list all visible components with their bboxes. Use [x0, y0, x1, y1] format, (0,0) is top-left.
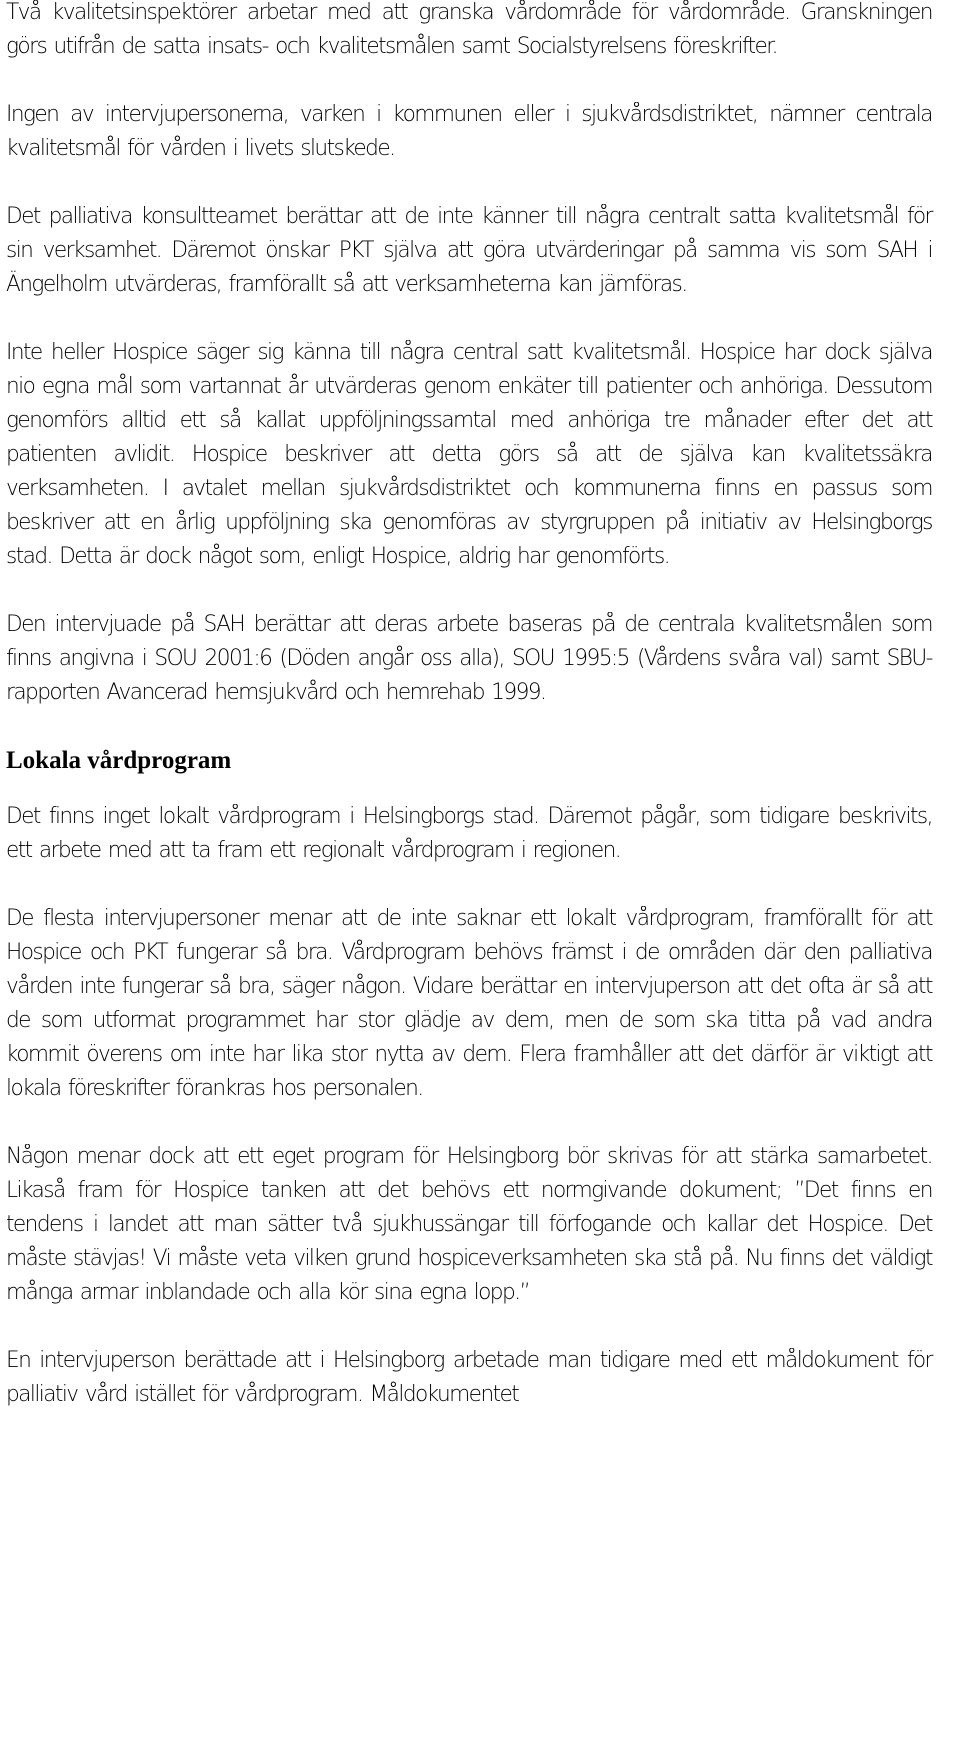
paragraph-quality-inspectors: Två kvalitetsinspektörer arbetar med att granska vårdområde för vårdområde. Granskningen görs utifrån de satta insats- och kvalitetsmålen samt Socialstyrelsens föreskrifter.: [6, 0, 932, 59]
section-heading-local-care-programs: Lokala vårdprogram: [6, 747, 232, 774]
paragraph-palliative-team: Det palliativa konsultteamet berättar att de inte känner till några centralt satta kvalitetsmål för sin verksamhet. Däremot önskar PKT själva att göra utvärderingar på samma vis som SAH i Ängelholm utvärderas, framförallt så att verksamheterna kan jämföras.: [6, 204, 932, 297]
paragraph-most-interviewees: De flesta intervjupersoner menar att de inte saknar ett lokalt vårdprogram, framförallt för att Hospice och PKT fungerar så bra. Vårdprogram behövs främst i de områden där den palliativa vården inte fungerar så bra, säger någon. Vidare berättar en intervjuperson att det ofta är så att de som utformat programmet har stor glädje av dem, men de som ska titta på vad andra kommit överens om inte har lika stor nytta av dem. Flera framhåller att det därför är viktigt att lokala föreskrifter förankras hos personalen.: [6, 906, 932, 1101]
paragraph-hospice: Inte heller Hospice säger sig känna till några central satt kvalitetsmål. Hospice har dock själva nio egna mål som vartannat år utvärderas genom enkäter till patienter och anhöriga. Dessutom genomförs alltid ett så kallat uppföljningssamtal med anhöriga tre månader efter det att patienten avlidit. Hospice beskriver att detta görs så att de själva kan kvalitetssäkra verksamheten. I avtalet mellan sjukvårdsdistriktet och kommunerna finns en passus som beskriver att en årlig uppföljning ska genomföras av styrgruppen på initiativ av Helsingborgs stad. Detta är dock något som, enligt Hospice, aldrig har genomförts.: [6, 340, 932, 569]
paragraph-goal-document: En intervjuperson berättade att i Helsingborg arbetade man tidigare med ett måldokument för palliativ vård istället för vårdprogram. Måldokumentet: [6, 1348, 932, 1407]
paragraph-own-program: Någon menar dock att ett eget program för Helsingborg bör skrivas för att stärka samarbetet. Likaså fram för Hospice tanken att det behövs ett normgivande dokument; ”Det finns en tendens i landet att man sätter två sjukhussängar till förfogande och kallar det Hospice. Det måste stävjas! Vi måste veta vilken grund hospiceverksamheten ska stå på. Nu finns det väldigt många armar inblandade och alla kör sina egna lopp.”: [6, 1144, 932, 1305]
paragraph-no-local-program: Det finns inget lokalt vårdprogram i Helsingborgs stad. Däremot pågår, som tidigare beskrivits, ett arbete med att ta fram ett regionalt vårdprogram i regionen.: [6, 804, 932, 863]
paragraph-no-central-goals: Ingen av intervjupersonerna, varken i kommunen eller i sjukvårdsdistriktet, nämner centrala kvalitetsmål för vården i livets slutskede.: [6, 102, 932, 161]
paragraph-sah: Den intervjuade på SAH berättar att deras arbete baseras på de centrala kvalitetsmålen som finns angivna i SOU 2001:6 (Döden angår oss alla), SOU 1995:5 (Vårdens svåra val) samt SBU-rapporten Avancerad hemsjukvård och hemrehab 1999.: [6, 612, 932, 705]
document-page: [6, 0, 946, 1446]
